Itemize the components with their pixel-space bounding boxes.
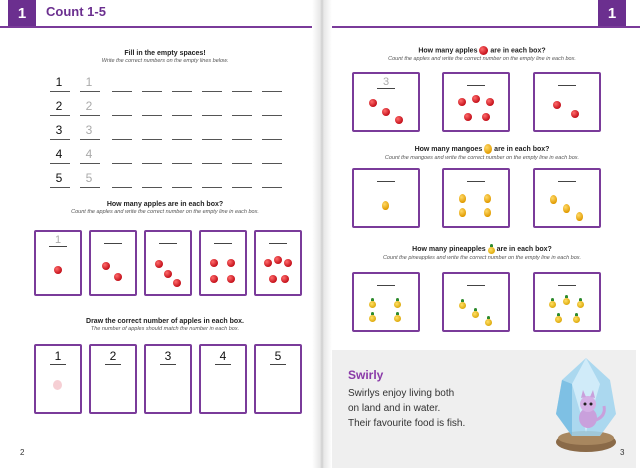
sketched-apple (53, 380, 62, 390)
row-number: 1 (55, 75, 63, 89)
pineapples-question (342, 244, 622, 261)
apple-icon (486, 98, 494, 106)
fill-question (20, 50, 310, 64)
row-underline (80, 139, 100, 140)
answer-line[interactable] (377, 181, 395, 182)
chapter-number-badge-right: 1 (598, 0, 626, 26)
pineapples-subtitle: Count the pineapples and write the correct number on the empty line in each box. (382, 255, 582, 261)
page-number-left: 2 (20, 448, 25, 457)
row-trace-number: 3 (85, 123, 93, 137)
mango-counting-box (352, 168, 420, 228)
pine-counting-box (352, 272, 420, 332)
pineapples-title: How many pineapples are in each box? (412, 245, 552, 253)
apple-icon (173, 279, 181, 287)
answer-line[interactable] (558, 85, 576, 86)
answer-line[interactable] (159, 243, 177, 244)
answer-line[interactable] (232, 115, 252, 116)
draw-question (20, 318, 310, 332)
drawing-box[interactable] (89, 344, 137, 414)
counting-box (34, 230, 82, 296)
mango-counting-box (442, 168, 510, 228)
pineapple-icon (459, 299, 466, 309)
chapter-number-badge: 1 (8, 0, 36, 26)
pineapple-icon (485, 316, 492, 326)
swirly-line-2: on land and in water. (348, 403, 441, 414)
answer-line[interactable] (104, 243, 122, 244)
row-underline (50, 187, 70, 188)
answer-line[interactable] (142, 163, 162, 164)
answer-line[interactable] (142, 115, 162, 116)
counting-box (199, 230, 247, 296)
answer-line[interactable] (377, 285, 395, 286)
apple-icon (274, 256, 282, 264)
book-spine (312, 0, 332, 468)
row-underline (80, 163, 100, 164)
example-answer: 1 (54, 234, 62, 246)
answer-line[interactable] (172, 163, 192, 164)
apple-icon (210, 259, 218, 267)
mango-icon (550, 195, 557, 204)
target-number: 1 (54, 349, 62, 363)
row-underline (80, 115, 100, 116)
row-underline (50, 139, 70, 140)
apple-icon (269, 275, 277, 283)
row-underline (50, 115, 70, 116)
answer-line[interactable] (467, 181, 485, 182)
pineapple-icon (573, 313, 580, 323)
draw-subtitle: The number of apples should match the number in each box. (90, 326, 240, 332)
swirly-line-1: Swirlys enjoy living both (348, 388, 455, 399)
right-apples-question (342, 46, 622, 62)
apple-icon (155, 260, 163, 268)
apples-title: How many apples are in each box? (106, 201, 224, 208)
answer-line[interactable] (202, 187, 222, 188)
apple-icon (284, 259, 292, 267)
row-trace-number: 1 (85, 75, 93, 89)
answer-line[interactable] (112, 91, 132, 92)
number-underline (270, 364, 286, 365)
answer-line[interactable] (467, 85, 485, 86)
apple-icon (227, 259, 235, 267)
answer-line[interactable] (467, 285, 485, 286)
answer-line[interactable] (232, 187, 252, 188)
answer-line[interactable] (214, 243, 232, 244)
number-underline (105, 364, 121, 365)
row-trace-number: 5 (85, 171, 93, 185)
mango-counting-box (533, 168, 601, 228)
apple-icon (464, 113, 472, 121)
pineapple-icon (563, 295, 570, 305)
right-apples-title: How many apples are in each box? (418, 47, 546, 55)
apple-icon (227, 275, 235, 283)
fill-subtitle: Write the correct numbers on the empty lines below. (101, 58, 229, 64)
right-page (322, 0, 640, 468)
fill-title: Fill in the empty spaces! (124, 50, 206, 57)
counting-box (254, 230, 302, 296)
apple-icon (479, 46, 488, 55)
pineapple-icon (394, 312, 401, 322)
drawing-box[interactable] (34, 344, 82, 414)
mango-icon (459, 194, 466, 203)
example-answer: 3 (382, 76, 390, 88)
apple-icon (102, 262, 110, 270)
target-number: 5 (274, 349, 282, 363)
pineapple-icon (472, 308, 479, 318)
counting-box (89, 230, 137, 296)
swirly-line-3: Their favourite food is fish. (348, 418, 466, 429)
apple-icon (571, 110, 579, 118)
answer-line[interactable] (112, 187, 132, 188)
number-underline (160, 364, 176, 365)
mango-icon (382, 201, 389, 210)
answer-line[interactable] (202, 115, 222, 116)
pineapple-icon (555, 313, 562, 323)
drawing-box[interactable] (254, 344, 302, 414)
swirly-title: Swirly (348, 368, 384, 382)
apple-icon (369, 99, 377, 107)
apple-icon (164, 270, 172, 278)
answer-line[interactable] (112, 139, 132, 140)
apple-icon (482, 113, 490, 121)
apple-icon (472, 95, 480, 103)
apple-counting-box (533, 72, 601, 132)
answer-line[interactable] (558, 181, 576, 182)
answer-line[interactable] (112, 115, 132, 116)
mango-icon (576, 212, 583, 221)
mango-icon (563, 204, 570, 213)
row-underline (80, 91, 100, 92)
answer-line[interactable] (558, 285, 576, 286)
mango-icon (484, 194, 491, 203)
answer-line[interactable] (142, 187, 162, 188)
row-trace-number: 4 (85, 147, 93, 161)
apple-icon (458, 98, 466, 106)
mangoes-subtitle: Count the mangoes and write the correct number on the empty line in each box. (384, 155, 580, 161)
apples-question (20, 201, 310, 215)
target-number: 4 (219, 349, 227, 363)
apples-subtitle: Count the apples and write the correct number on the empty line in each box. (71, 209, 259, 215)
answer-line[interactable] (262, 187, 282, 188)
answer-line[interactable] (262, 115, 282, 116)
answer-line[interactable] (142, 139, 162, 140)
answer-line[interactable] (202, 139, 222, 140)
drawing-box[interactable] (199, 344, 247, 414)
answer-line[interactable] (202, 163, 222, 164)
pineapple-icon (577, 298, 584, 308)
mangoes-question (342, 144, 622, 161)
answer-line[interactable] (142, 91, 162, 92)
number-underline (215, 364, 231, 365)
pineapple-icon (549, 298, 556, 308)
answer-line[interactable] (49, 246, 67, 247)
row-number: 3 (55, 123, 63, 137)
pine-counting-box (533, 272, 601, 332)
swirly-panel (326, 350, 636, 468)
answer-line[interactable] (262, 139, 282, 140)
answer-line[interactable] (262, 91, 282, 92)
answer-line[interactable] (377, 88, 395, 89)
number-underline (50, 364, 66, 365)
apple-icon (395, 116, 403, 124)
counting-box (144, 230, 192, 296)
pine-counting-box (442, 272, 510, 332)
apple-icon (281, 275, 289, 283)
row-underline (50, 163, 70, 164)
drawing-box[interactable] (144, 344, 192, 414)
answer-line[interactable] (232, 163, 252, 164)
answer-line[interactable] (172, 91, 192, 92)
row-number: 4 (55, 147, 63, 161)
draw-title: Draw the correct number of apples in each box. (86, 318, 244, 325)
pineapple-icon (369, 312, 376, 322)
right-apples-subtitle: Count the apples and write the correct number on the empty line in each box. (388, 56, 576, 62)
row-underline (50, 91, 70, 92)
apple-icon (54, 266, 62, 274)
page-title: Count 1-5 (46, 4, 106, 19)
mango-icon (459, 208, 466, 217)
apple-icon (553, 101, 561, 109)
answer-line[interactable] (172, 115, 192, 116)
pineapple-icon (369, 298, 376, 308)
mango-icon (484, 208, 491, 217)
apple-counting-box (442, 72, 510, 132)
apple-icon (114, 273, 122, 281)
answer-line[interactable] (262, 163, 282, 164)
answer-line[interactable] (202, 91, 222, 92)
apple-icon (210, 275, 218, 283)
row-number: 5 (55, 171, 63, 185)
apple-counting-box (352, 72, 420, 132)
apple-icon (382, 108, 390, 116)
row-number: 2 (55, 99, 63, 113)
mangoes-title: How many mangoes are in each box? (414, 145, 550, 153)
target-number: 2 (109, 349, 117, 363)
answer-line[interactable] (172, 187, 192, 188)
pineapple-icon (394, 298, 401, 308)
row-underline (80, 187, 100, 188)
pineapple-icon (488, 244, 495, 254)
target-number: 3 (164, 349, 172, 363)
page-number-right: 3 (620, 448, 625, 457)
answer-line[interactable] (172, 139, 192, 140)
swirly-creature-illustration (544, 354, 628, 458)
answer-line[interactable] (232, 139, 252, 140)
answer-line[interactable] (112, 163, 132, 164)
row-trace-number: 2 (85, 99, 93, 113)
answer-line[interactable] (232, 91, 252, 92)
apple-icon (264, 259, 272, 267)
answer-line[interactable] (269, 243, 287, 244)
mango-icon (484, 144, 492, 154)
right-header (322, 0, 640, 28)
